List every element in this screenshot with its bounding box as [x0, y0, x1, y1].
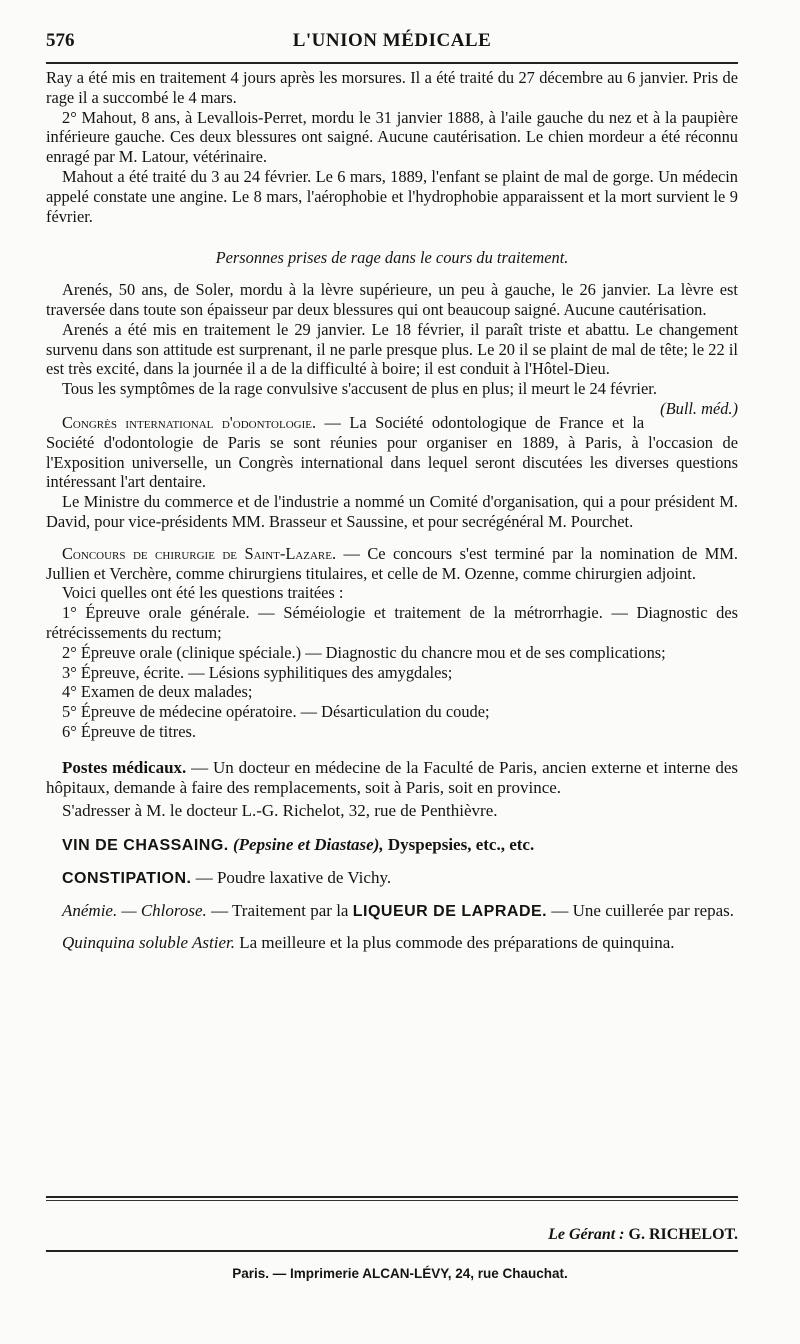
ad-text: Dyspepsies, etc., etc. — [383, 835, 535, 855]
printer-imprint: Paris. — Imprimerie ALCAN-LÉVY, 24, rue Chauchat. — [232, 1266, 568, 1281]
ad-text: — Une cuillerée par repas. — [547, 900, 735, 920]
ad-text: La meilleure et la plus commode des préparations de quinquina. — [235, 933, 675, 953]
ad-name: CONSTIPATION. — [62, 869, 192, 887]
paragraph: 2° Mahout, 8 ans, à Levallois-Perret, mordu le 31 janvier 1888, à l'aile gauche du nez et à la paupière inférieure gauche. Ces deux blessures ont saigné. Aucune cautérisation. Le chien mordeur a été réconnu enragé par M. Latour, vétérinaire. — [46, 107, 738, 167]
paragraph: Arenés a été mis en traitement le 29 janvier. Le 18 février, il paraît triste et abattu. Le changement survenu dans son attitude est surprenant, il ne parle presque plus. Le 20 il se plaint de mal de tête; le 22 il est très excité, dans la journée il a de la difficulté à boire; il est conduit à l'Hôtel-Dieu. — [46, 319, 738, 379]
closing-rule — [46, 1196, 738, 1198]
postes-paragraph — [46, 758, 738, 798]
congres-text: — La Société odontologique de France et la Société d'odontologie de Paris se sont réunies pour organiser en 1889, à Paris, à l'occasion de l'Exposition universelle, un Congrès international dans lequel seront discutées les diverses questions intéressant l'art dentaire. — [46, 412, 738, 492]
section-title: Personnes prises de rage dans le cours du traitement. — [215, 248, 569, 268]
journal-title: L'UNION MÉDICALE — [292, 30, 492, 51]
header-rule — [46, 62, 738, 64]
paragraph: Arenés, 50 ans, de Soler, mordu à la lèvre supérieure, un peu à gauche, le 26 janvier. La lèvre est traversée dans toute son épaisseur par deux blessures qui ont beaucoup saigné. Aucune cautérisation. — [46, 280, 738, 319]
gerant-label: Le Gérant : — [548, 1226, 625, 1243]
ad-constipation — [46, 868, 738, 889]
list-item: 6° Épreuve de titres. — [62, 721, 196, 741]
page-header — [46, 28, 738, 60]
paragraph: Le Ministre du commerce et de l'industrie a nommé un Comité d'organisation, qui a pour président M. David, pour vice-présidents MM. Brasseur et Saussine, et pour secrégénéral M. Pourchet. — [46, 492, 738, 531]
ad-lead: Anémie. — Chlorose. — [62, 900, 207, 920]
postes-lead: Postes médicaux. — [62, 757, 187, 777]
list-item: 4° Examen de deux malades; — [62, 682, 253, 702]
ad-name: LIQUEUR DE LAPRADE. — [352, 902, 548, 920]
citation: (Bull. méd.) — [660, 398, 738, 418]
ad-laprade — [46, 901, 738, 922]
question-list — [46, 603, 738, 742]
gerant-name: G. RICHELOT. — [628, 1226, 738, 1243]
article-body — [46, 68, 738, 953]
concours-intro: Voici quelles ont été les questions traitées : — [62, 583, 344, 603]
closing-rule-thin — [46, 1200, 738, 1201]
ad-quinquina — [46, 933, 738, 953]
congres-paragraph — [46, 413, 738, 492]
gerant-signature — [548, 1226, 738, 1244]
list-item: 2° Épreuve orale (clinique spéciale.) — Diagnostic du chancre mou et de ses complications; — [62, 642, 666, 662]
ad-text: — Poudre laxative de Vichy. — [191, 867, 392, 887]
concours-text: — Ce concours s'est terminé par la nomination de MM. Jullien et Verchère, comme chirurgiens titulaires, et celle de M. Ozenne, comme chirurgien adjoint. — [46, 543, 738, 583]
list-item: 5° Épreuve de médecine opératoire. — Désarticulation du coude; — [62, 702, 490, 722]
footer-rule — [46, 1250, 738, 1252]
concours-paragraph — [46, 544, 738, 584]
congres-lead: Congrès international d'odontologie. — [62, 412, 317, 432]
paragraph: Ray a été mis en traitement 4 jours après les morsures. Il a été traité du 27 décembre au 6 janvier. Pris de rage il a succombé le 4 mars. — [46, 68, 738, 107]
concours-lead: Concours de chirurgie de Saint-Lazare. — [62, 543, 337, 563]
list-item: 1° Épreuve orale générale. — Séméiologie et traitement de la métrorrhagie. — Diagnostic des rétrécissements du rectum; — [46, 603, 738, 642]
ad-name: VIN DE CHASSAING. — [62, 837, 229, 855]
paragraph — [46, 379, 738, 418]
ad-vin-chassaing — [46, 835, 738, 856]
postes-address: S'adresser à M. le docteur L.-G. Richelot, 32, rue de Penthièvre. — [62, 801, 498, 821]
postes-text: — Un docteur en médecine de la Faculté de Paris, ancien externe et interne des hôpitaux, demande à faire des remplacements, soit à Paris, soit en province. — [46, 757, 738, 797]
paragraph-text: Tous les symptômes de la rage convulsive s'accusent de plus en plus; il meurt le 24 février. — [62, 379, 657, 399]
list-item: 3° Épreuve, écrite. — Lésions syphilitiques des amygdales; — [62, 662, 453, 682]
page-number: 576 — [46, 30, 75, 51]
ad-subtitle: (Pepsine et Diastase), — [233, 835, 384, 855]
paragraph: Mahout a été traité du 3 au 24 février. Le 6 mars, 1889, l'enfant se plaint de mal de gorge. Un médecin appelé constate une angine. Le 8 mars, l'aérophobie et l'hydrophobie apparaissent et la mort survient le 9 février. — [46, 166, 738, 226]
ad-lead: Quinquina soluble Astier. — [62, 933, 235, 953]
ad-text: — Traitement par la — [206, 900, 353, 920]
